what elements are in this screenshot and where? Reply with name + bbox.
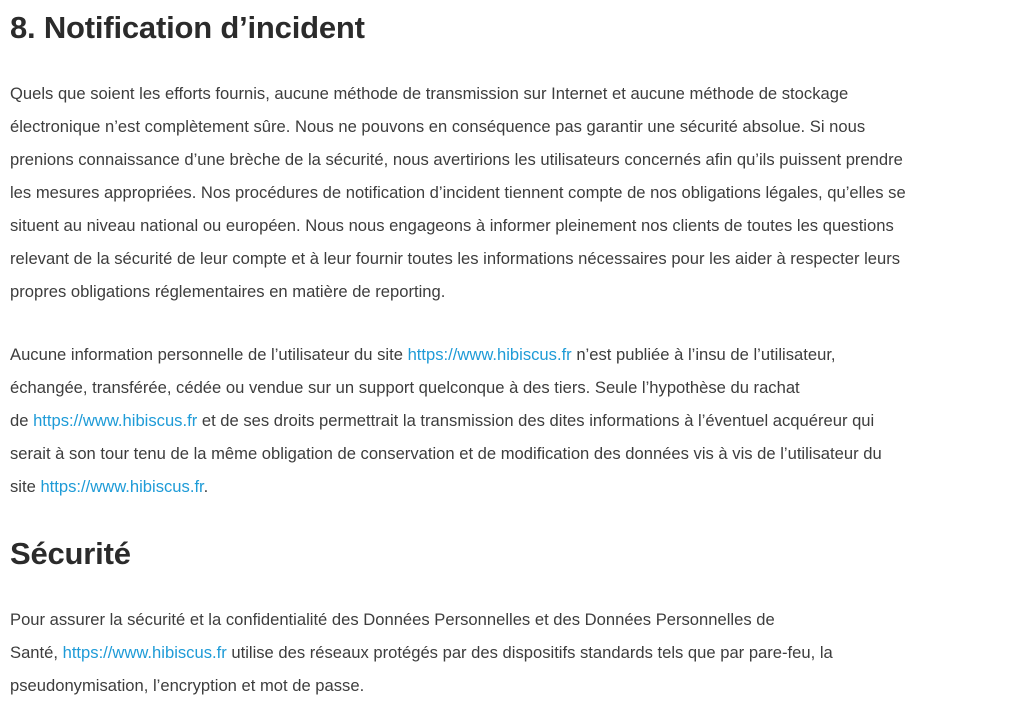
text-segment: et de ses droits permettrait la transmission des dites informations à l’éventuel acquéreur qui — [197, 411, 875, 430]
hibiscus-site-link[interactable]: https://www.hibiscus.fr — [407, 345, 572, 364]
paragraph-line — [10, 636, 833, 669]
hibiscus-site-link[interactable]: https://www.hibiscus.fr — [40, 477, 204, 496]
paragraph-line: situent au niveau national ou européen. Nous nous engageons à informer pleinement nos clients de toutes les questions — [10, 216, 894, 235]
text-segment: . — [203, 477, 209, 496]
incident-paragraph-1 — [10, 77, 906, 308]
paragraph-line: relevant de la sécurité de leur compte et à leur fournir toutes les informations nécessaires pour les aider à respecter leurs — [10, 249, 901, 268]
paragraph-line — [10, 470, 882, 503]
paragraph-line: Pour assurer la sécurité et la confidentialité des Données Personnelles et des Données Personnelles de — [10, 610, 775, 629]
section-heading-securite: Sécurité — [10, 536, 131, 571]
text-segment: Aucune information personnelle de l’utilisateur du site — [10, 345, 408, 364]
text-segment: utilise des réseaux protégés par des dispositifs standards tels que par pare-feu, la — [226, 643, 833, 662]
incident-paragraph-2 — [10, 338, 882, 503]
paragraph-line: prenions connaissance d’une brèche de la sécurité, nous avertirions les utilisateurs concernés afin qu’ils puissent prendre — [10, 150, 903, 169]
text-segment: n’est publiée à l’insu de l’utilisateur, — [571, 345, 836, 364]
hibiscus-site-link[interactable]: https://www.hibiscus.fr — [33, 411, 198, 430]
paragraph-line: pseudonymisation, l’encryption et mot de passe. — [10, 676, 365, 695]
paragraph-line — [10, 338, 882, 371]
section-heading-incident: 8. Notification d’incident — [10, 10, 365, 45]
securite-paragraph — [10, 603, 833, 702]
paragraph-line: propres obligations réglementaires en matière de reporting. — [10, 282, 446, 301]
paragraph-line: Quels que soient les efforts fournis, aucune méthode de transmission sur Internet et aucune méthode de stockage — [10, 84, 849, 103]
text-segment: site — [10, 477, 41, 496]
text-segment: Santé, — [10, 643, 63, 662]
paragraph-line — [10, 404, 882, 437]
paragraph-line: électronique n’est complètement sûre. Nous ne pouvons en conséquence pas garantir une sécurité absolue. Si nous — [10, 117, 866, 136]
paragraph-line: les mesures appropriées. Nos procédures de notification d’incident tiennent compte de nos obligations légales, qu’elles se — [10, 183, 906, 202]
paragraph-line: serait à son tour tenu de la même obligation de conservation et de modification des données vis à vis de l’utilisateur du — [10, 444, 882, 463]
paragraph-line: échangée, transférée, cédée ou vendue sur un support quelconque à des tiers. Seule l’hypothèse du rachat — [10, 378, 800, 397]
hibiscus-site-link[interactable]: https://www.hibiscus.fr — [62, 643, 227, 662]
text-segment: de — [10, 411, 34, 430]
